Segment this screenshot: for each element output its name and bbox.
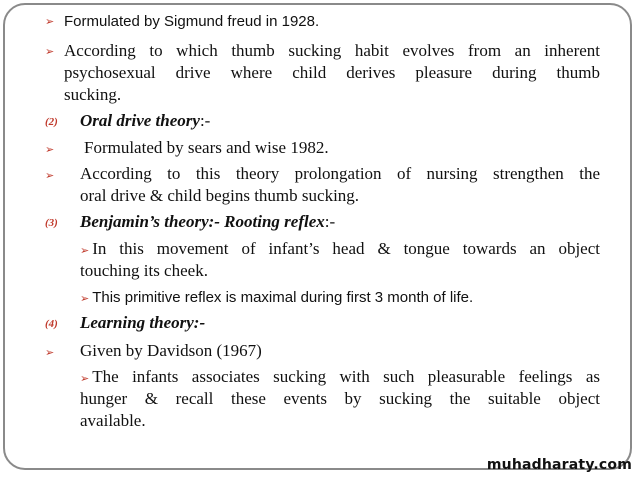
item-text: sucking. xyxy=(64,85,122,104)
section-heading: Oral drive theory:- xyxy=(80,111,211,130)
item-text: touching its cheek. xyxy=(80,261,208,280)
section-number: (3) xyxy=(45,217,58,229)
item-text: hunger & recall these events by sucking the suitable object xyxy=(80,389,600,408)
item-text: available. xyxy=(80,411,146,430)
section-number: (4) xyxy=(45,318,58,330)
bullet-icon: ➢ xyxy=(45,170,55,182)
bullet-icon: ➢ xyxy=(80,293,90,305)
section-heading: Benjamin’s theory:- Rooting reflex:- xyxy=(80,212,336,231)
bullet-icon: ➢ xyxy=(45,16,55,28)
bullet-icon: ➢ xyxy=(45,347,55,359)
section-heading: Learning theory:- xyxy=(80,313,206,332)
item-text: Formulated by sears and wise 1982. xyxy=(84,138,329,157)
item-text: oral drive & child begins thumb sucking. xyxy=(80,186,360,205)
item-text: psychosexual drive where child derives pleasure during thumb xyxy=(64,63,600,82)
item-text: ➢ This primitive reflex is maximal during first 3 month of life. xyxy=(80,289,474,306)
section-number: (2) xyxy=(45,116,58,128)
item-text: According to this theory prolongation of nursing strengthen the xyxy=(80,164,600,183)
item-text: According to which thumb sucking habit evolves from an inherent xyxy=(64,41,600,60)
item-text: Formulated by Sigmund freud in 1928. xyxy=(64,13,320,30)
bullet-icon: ➢ xyxy=(80,373,90,385)
item-text: ➢ The infants associates sucking with such pleasurable feelings as xyxy=(80,367,600,386)
bullet-icon: ➢ xyxy=(45,144,55,156)
watermark-logo: muhadharaty.com xyxy=(486,457,632,473)
item-text: ➢ In this movement of infant’s head & tongue towards an object xyxy=(80,239,600,258)
item-text: Given by Davidson (1967) xyxy=(80,341,262,360)
bullet-icon: ➢ xyxy=(45,46,55,58)
bullet-icon: ➢ xyxy=(80,245,90,257)
